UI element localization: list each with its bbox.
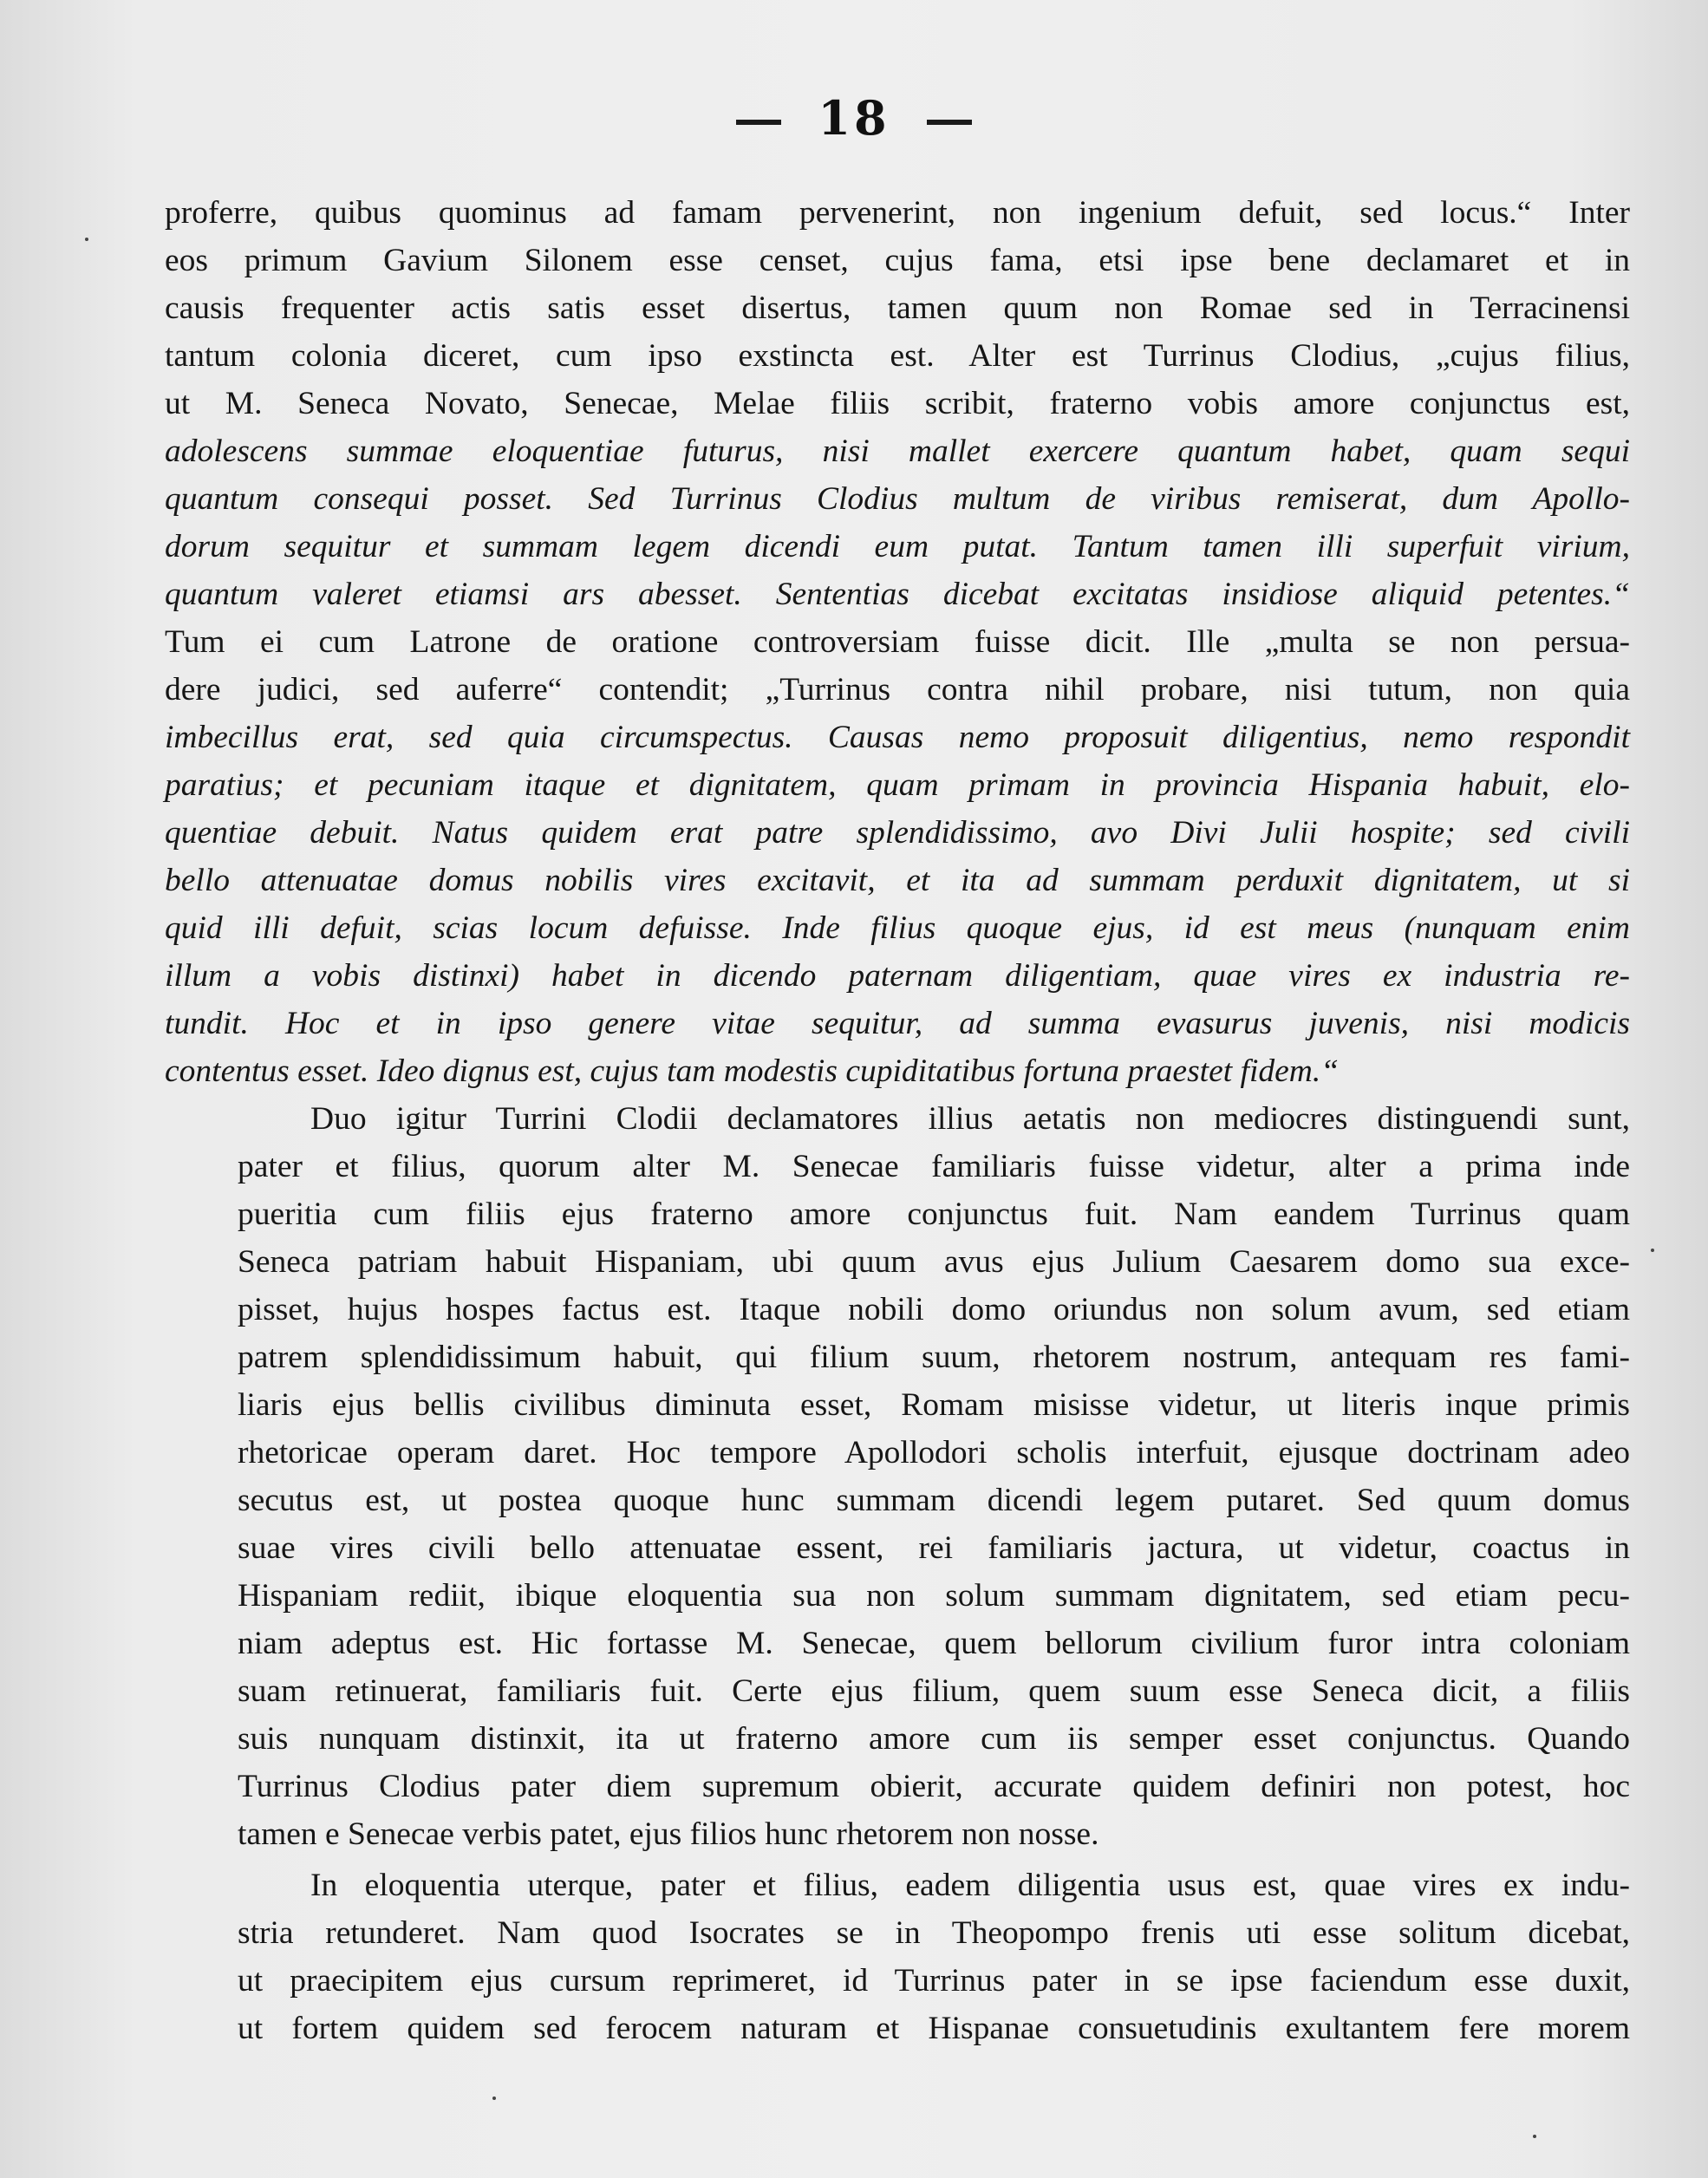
paragraph-1: [165, 189, 1630, 1095]
text-line: secutus est, ut postea quoque hunc summam dicendi legem putaret. Sed quum domus: [238, 1483, 1630, 1518]
text-line: suis nunquam distinxit, ita ut fraterno amore cum iis semper esset conjunctus. Quando: [238, 1721, 1630, 1757]
text-line: bello attenuatae domus nobilis vires excitavit, et ita ad summam perduxit dignitatem, ut si: [165, 863, 1630, 898]
ink-speck: [1533, 2135, 1536, 2138]
text-line: Hispaniam rediit, ibique eloquentia sua non solum summam dignitatem, sed etiam pecu-: [238, 1578, 1630, 1614]
text-line: ut praecipitem ejus cursum reprimeret, id Turrinus pater in se ipse faciendum esse duxit,: [238, 1963, 1630, 1999]
text-line: quantum consequi posset. Sed Turrinus Clodius multum de viribus remiserat, dum Apollo-: [165, 481, 1630, 517]
text-line: contentus esset. Ideo dignus est, cujus tam modestis cupiditatibus fortuna praestet fidem.“: [165, 1053, 1340, 1089]
text-line: dere judici, sed auferre“ contendit; „Turrinus contra nihil probare, nisi tutum, non quia: [165, 672, 1630, 708]
right-dash: [927, 120, 972, 125]
left-dash: [736, 120, 781, 125]
text-line: tamen e Senecae verbis patet, ejus filios hunc rhetorem non nosse.: [238, 1816, 1099, 1852]
text-line: pueritia cum filiis ejus fraterno amore conjunctus fuit. Nam eandem Turrinus quam: [238, 1197, 1630, 1232]
ink-speck: [492, 2096, 496, 2100]
text-line: imbecillus erat, sed quia circumspectus. Causas nemo proposuit diligentius, nemo respondit: [165, 720, 1630, 755]
text-line: ut fortem quidem sed ferocem naturam et Hispanae consuetudinis exultantem fere morem: [238, 2011, 1630, 2046]
page-number-value: 18: [818, 90, 890, 146]
text-line: patrem splendidissimum habuit, qui filium suum, rhetorem nostrum, antequam res fami-: [238, 1340, 1630, 1375]
page-number: [0, 90, 1708, 146]
text-line: niam adeptus est. Hic fortasse M. Senecae, quem bellorum civilium furor intra coloniam: [238, 1626, 1630, 1661]
text-line: In eloquentia uterque, pater et filius, eadem diligentia usus est, quae vires ex indu-: [310, 1868, 1630, 1903]
ink-speck: [85, 238, 88, 241]
text-line: quentiae debuit. Natus quidem erat patre splendidissimo, avo Divi Julii hospite; sed civili: [165, 815, 1630, 851]
text-line: Turrinus Clodius pater diem supremum obierit, accurate quidem definiri non potest, hoc: [238, 1769, 1630, 1804]
text-line: ut M. Seneca Novato, Senecae, Melae filiis scribit, fraterno vobis amore conjunctus est,: [165, 386, 1630, 421]
text-line: pater et filius, quorum alter M. Senecae familiaris fuisse videtur, alter a prima inde: [238, 1149, 1630, 1184]
text-line: eos primum Gavium Silonem esse censet, cujus fama, etsi ipse bene declamaret et in: [165, 243, 1630, 278]
text-line: adolescens summae eloquentiae futurus, nisi mallet exercere quantum habet, quam sequi: [165, 434, 1630, 469]
text-line: suam retinuerat, familiaris fuit. Certe ejus filium, quem suum esse Seneca dicit, a filiis: [238, 1673, 1630, 1709]
text-line: proferre, quibus quominus ad famam pervenerint, non ingenium defuit, sed locus.“ Inter: [165, 195, 1630, 231]
text-line: rhetoricae operam daret. Hoc tempore Apollodori scholis interfuit, ejusque doctrinam adeo: [238, 1435, 1630, 1470]
ink-speck: [1651, 1249, 1654, 1252]
text-line: tantum colonia diceret, cum ipso exstincta est. Alter est Turrinus Clodius, „cujus filius,: [165, 338, 1630, 374]
paragraph-3: [165, 1862, 1630, 2052]
text-line: illum a vobis distinxi) habet in dicendo paternam diligentiam, quae vires ex industria re-: [165, 958, 1630, 994]
text-line: tundit. Hoc et in ipso genere vitae sequitur, ad summa evasurus juvenis, nisi modicis: [165, 1006, 1630, 1041]
paragraph-2: [165, 1095, 1630, 1858]
text-line: quid illi defuit, scias locum defuisse. Inde filius quoque ejus, id est meus (nunquam enim: [165, 910, 1630, 946]
text-line: Seneca patriam habuit Hispaniam, ubi quum avus ejus Julium Caesarem domo sua exce-: [238, 1244, 1630, 1280]
text-line: pisset, hujus hospes factus est. Itaque nobili domo oriundus non solum avum, sed etiam: [238, 1292, 1630, 1327]
body-text: [165, 189, 1630, 2052]
text-line: suae vires civili bello attenuatae essent, rei familiaris jactura, ut videtur, coactus in: [238, 1530, 1630, 1566]
text-line: causis frequenter actis satis esset disertus, tamen quum non Romae sed in Terracinensi: [165, 290, 1630, 326]
text-line: stria retunderet. Nam quod Isocrates se in Theopompo frenis uti esse solitum dicebat,: [238, 1915, 1630, 1951]
text-line: Tum ei cum Latrone de oratione controversiam fuisse dicit. Ille „multa se non persua-: [165, 624, 1630, 660]
text-line: paratius; et pecuniam itaque et dignitatem, quam primam in provincia Hispania habuit, elo-: [165, 767, 1630, 803]
text-line: dorum sequitur et summam legem dicendi eum putat. Tantum tamen illi superfuit virium,: [165, 529, 1630, 564]
text-line: Duo igitur Turrini Clodii declamatores illius aetatis non mediocres distinguendi sunt,: [310, 1101, 1630, 1137]
text-line: liaris ejus bellis civilibus diminuta esset, Romam misisse videtur, ut literis inque primis: [238, 1387, 1630, 1423]
text-line: quantum valeret etiamsi ars abesset. Sententias dicebat excitatas insidiose aliquid petentes.“: [165, 577, 1630, 612]
